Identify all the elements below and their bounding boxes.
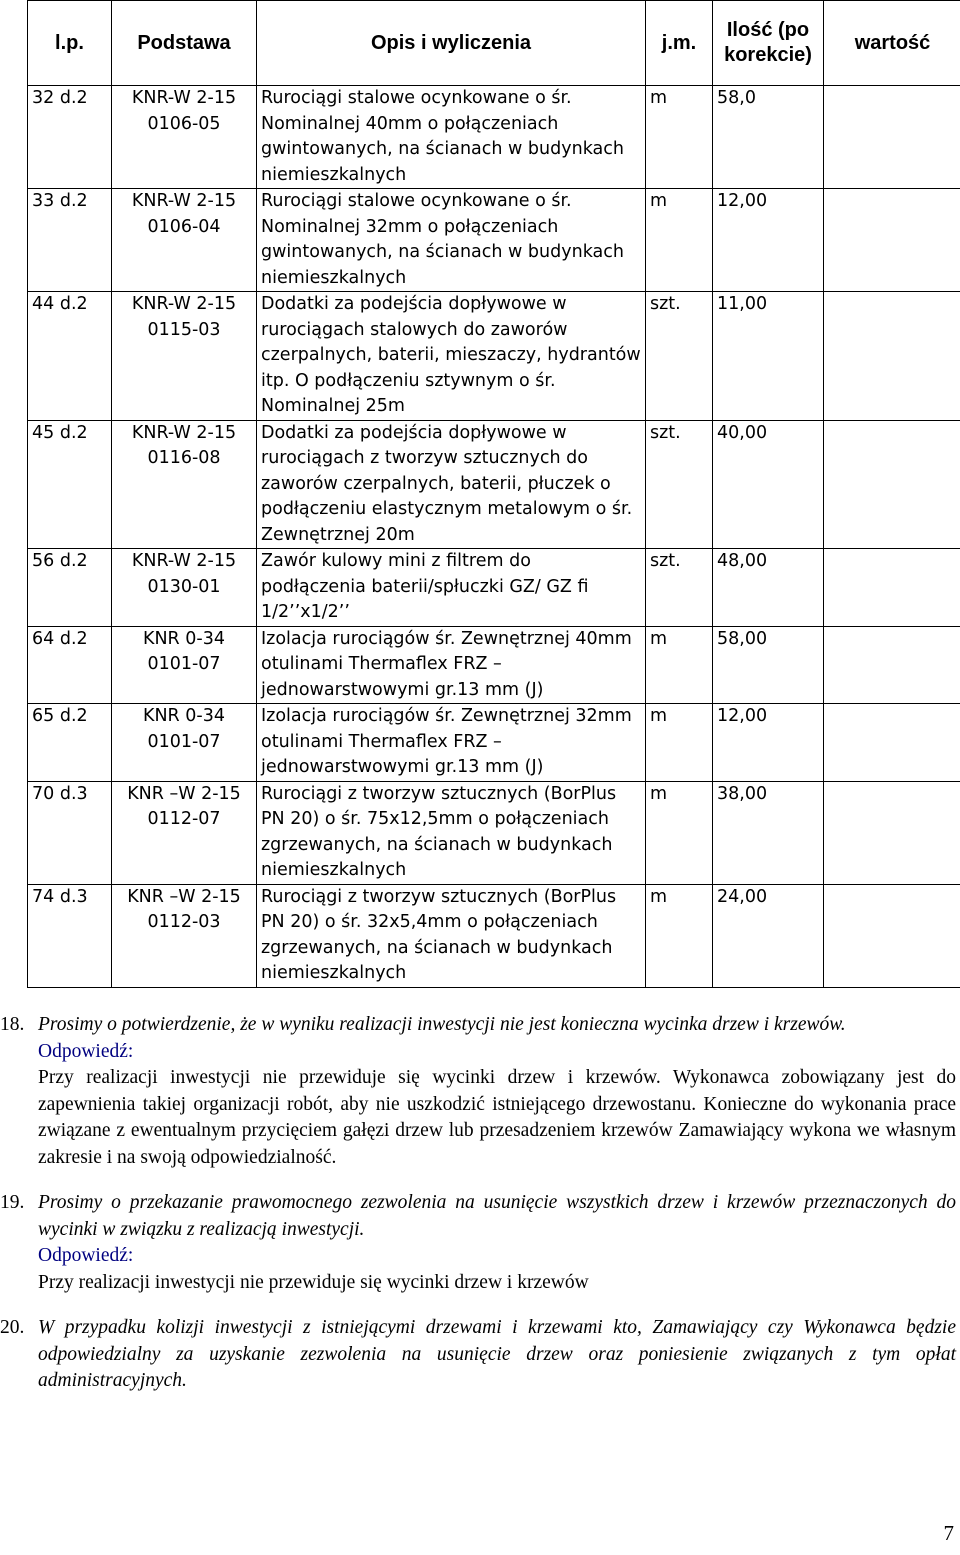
- row-lp: 65 d.2: [28, 704, 112, 782]
- row-description: Zawór kulowy mini z filtrem do podłączenia baterii/spłuczki GZ/ GZ fi 1/2’’x1/2’’: [257, 549, 646, 627]
- row-value: [824, 292, 960, 421]
- question-block-20: [0, 1315, 960, 1395]
- question-text: Prosimy o potwierdzenie, że w wyniku realizacji inwestycji nie jest konieczna wycinka drzew i krzewów.: [38, 1014, 846, 1035]
- row-unit: m: [646, 884, 713, 987]
- table-row: [28, 292, 960, 421]
- row-quantity: 40,00: [713, 420, 824, 549]
- row-basis: KNR –W 2-15 0112-03: [112, 884, 257, 987]
- row-basis: KNR-W 2-15 0106-04: [112, 189, 257, 292]
- bill-of-quantities-table: [27, 0, 960, 988]
- row-unit: m: [646, 626, 713, 704]
- answer-text: Przy realizacji inwestycji nie przewiduje się wycinki drzew i krzewów. Wykonawca zobowiązany jest do zapewnienia takiej organizacji robót, aby nie uszkodzić istniejącego drzewostanu. Konieczne do wykonania prace związane z ewentualnym przycięciem gałęzi drzew lub przesadzeniem krzewów Zamawiający wykona we własnym zakresie i na swoją odpowiedzialność.: [38, 1067, 956, 1168]
- table-row: [28, 86, 960, 189]
- row-value: [824, 549, 960, 627]
- row-unit: m: [646, 189, 713, 292]
- table-row: [28, 704, 960, 782]
- row-unit: m: [646, 704, 713, 782]
- row-value: [824, 626, 960, 704]
- page-number: 7: [943, 1521, 954, 1545]
- row-quantity: 48,00: [713, 549, 824, 627]
- row-quantity: 11,00: [713, 292, 824, 421]
- answer-label: Odpowiedź:: [38, 1245, 134, 1266]
- question-number: 20.: [0, 1317, 25, 1338]
- table-row: [28, 549, 960, 627]
- row-basis: KNR-W 2-15 0130-01: [112, 549, 257, 627]
- row-basis: KNR 0-34 0101-07: [112, 626, 257, 704]
- row-value: [824, 86, 960, 189]
- table-row: [28, 420, 960, 549]
- row-value: [824, 189, 960, 292]
- row-description: Rurociągi z tworzyw sztucznych (BorPlus PN 20) o śr. 75x12,5mm o połączeniach zgrzewanych, na ścianach w budynkach niemieszkalnych: [257, 781, 646, 884]
- row-quantity: 58,00: [713, 626, 824, 704]
- header-description: Opis i wyliczenia: [257, 1, 646, 86]
- row-quantity: 12,00: [713, 704, 824, 782]
- row-quantity: 24,00: [713, 884, 824, 987]
- row-lp: 44 d.2: [28, 292, 112, 421]
- row-lp: 70 d.3: [28, 781, 112, 884]
- row-lp: 64 d.2: [28, 626, 112, 704]
- row-description: Rurociągi stalowe ocynkowane o śr. Nominalnej 32mm o połączeniach gwintowanych, na ścianach w budynkach niemieszkalnych: [257, 189, 646, 292]
- answer-label: Odpowiedź:: [38, 1040, 134, 1062]
- row-unit: m: [646, 781, 713, 884]
- row-lp: 74 d.3: [28, 884, 112, 987]
- row-description: Dodatki za podejścia dopływowe w rurociągach z tworzyw sztucznych do zaworów czerpalnych, baterii, płuczek o podłączeniu elastycznym metalowym o śr. Zewnętrznej 20m: [257, 420, 646, 549]
- question-block-18: [0, 1012, 960, 1171]
- row-description: Izolacja rurociągów śr. Zewnętrznej 40mm otulinami Thermaflex FRZ – jednowarstwowymi gr.13 mm (J): [257, 626, 646, 704]
- row-description: Dodatki za podejścia dopływowe w rurociągach stalowych do zaworów czerpalnych, baterii, mieszaczy, hydrantów itp. O podłączeniu sztywnym o śr. Nominalnej 25m: [257, 292, 646, 421]
- header-unit: j.m.: [646, 1, 713, 86]
- row-description: Rurociągi stalowe ocynkowane o śr. Nominalnej 40mm o połączeniach gwintowanych, na ścianach w budynkach niemieszkalnych: [257, 86, 646, 189]
- row-basis: KNR-W 2-15 0106-05: [112, 86, 257, 189]
- row-unit: szt.: [646, 292, 713, 421]
- row-description: Izolacja rurociągów śr. Zewnętrznej 32mm otulinami Thermaflex FRZ – jednowarstwowymi gr.13 mm (J): [257, 704, 646, 782]
- question-text: W przypadku kolizji inwestycji z istniejącymi drzewami i krzewami kto, Zamawiający czy Wykonawca będzie odpowiedzialny za uzyskanie zezwolenia na usunięcie drzew oraz poniesienie związanych z tym opłat administracyjnych.: [38, 1317, 956, 1391]
- header-value: wartość: [824, 1, 960, 86]
- row-value: [824, 704, 960, 782]
- answer-text: Przy realizacji inwestycji nie przewiduje się wycinki drzew i krzewów: [38, 1271, 589, 1293]
- question-number: 19.: [0, 1192, 25, 1213]
- row-quantity: 12,00: [713, 189, 824, 292]
- row-basis: KNR-W 2-15 0115-03: [112, 292, 257, 421]
- row-quantity: 38,00: [713, 781, 824, 884]
- row-basis: KNR 0-34 0101-07: [112, 704, 257, 782]
- table-row: [28, 189, 960, 292]
- header-basis: Podstawa: [112, 1, 257, 86]
- row-value: [824, 884, 960, 987]
- question-number: 18.: [0, 1014, 25, 1035]
- header-quantity: Ilość (po korekcie): [713, 1, 824, 86]
- row-quantity: 58,0: [713, 86, 824, 189]
- row-lp: 45 d.2: [28, 420, 112, 549]
- row-basis: KNR –W 2-15 0112-07: [112, 781, 257, 884]
- question-block-19: [0, 1190, 960, 1296]
- row-lp: 32 d.2: [28, 86, 112, 189]
- row-unit: szt.: [646, 549, 713, 627]
- table-header-row: [28, 1, 960, 86]
- row-lp: 56 d.2: [28, 549, 112, 627]
- table-row: [28, 781, 960, 884]
- row-basis: KNR-W 2-15 0116-08: [112, 420, 257, 549]
- header-lp: l.p.: [28, 1, 112, 86]
- row-unit: szt.: [646, 420, 713, 549]
- question-text: Prosimy o przekazanie prawomocnego zezwolenia na usunięcie wszystkich drzew i krzewów przeznaczonych do wycinki w związku z realizacją inwestycji.: [38, 1192, 956, 1240]
- table-row: [28, 884, 960, 987]
- table-row: [28, 626, 960, 704]
- row-description: Rurociągi z tworzyw sztucznych (BorPlus PN 20) o śr. 32x5,4mm o połączeniach zgrzewanych, na ścianach w budynkach niemieszkalnych: [257, 884, 646, 987]
- row-value: [824, 781, 960, 884]
- row-value: [824, 420, 960, 549]
- row-lp: 33 d.2: [28, 189, 112, 292]
- row-unit: m: [646, 86, 713, 189]
- questions-and-answers: [0, 1012, 960, 1414]
